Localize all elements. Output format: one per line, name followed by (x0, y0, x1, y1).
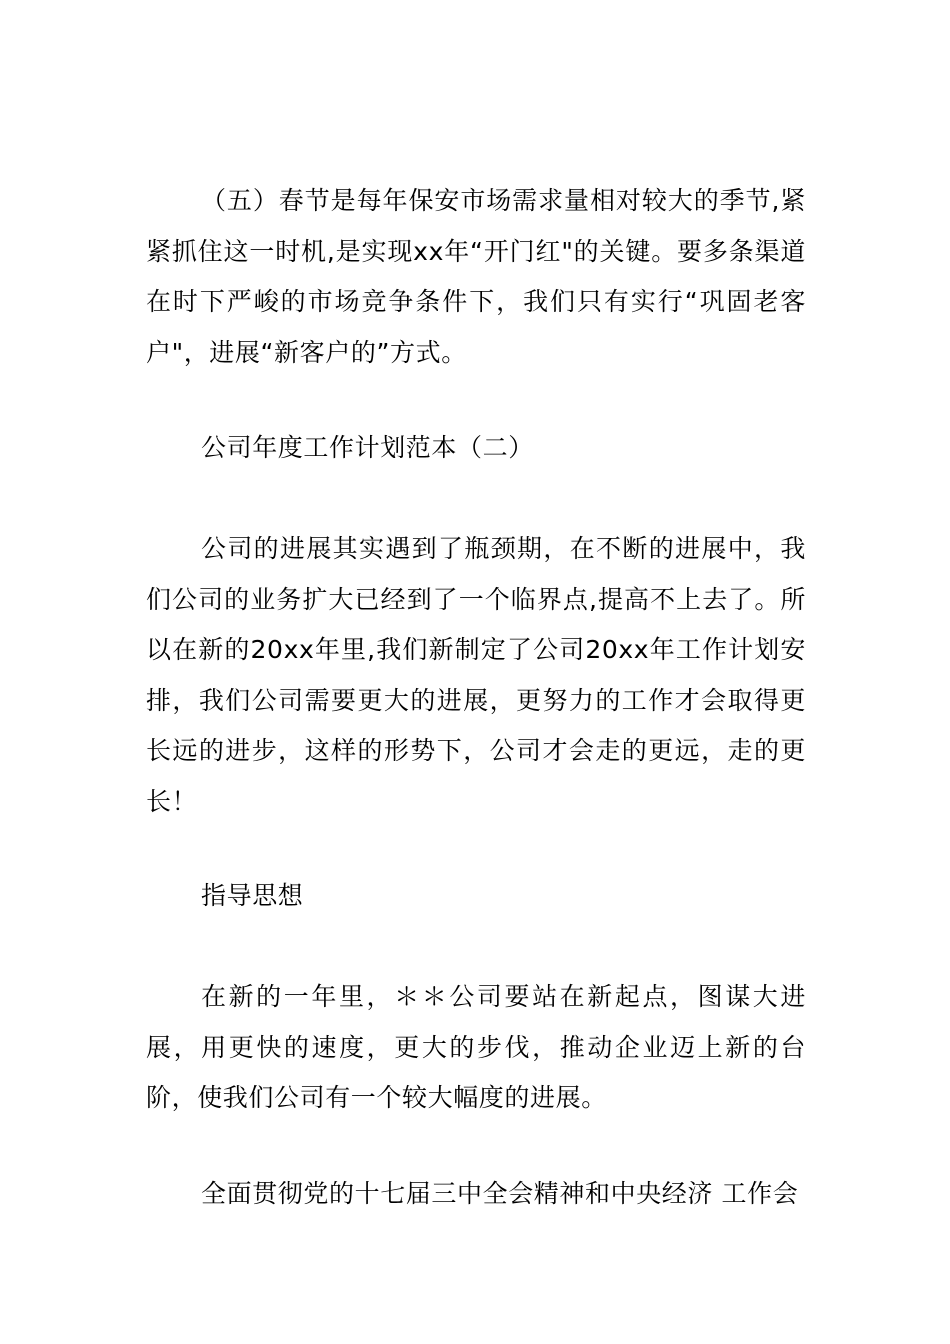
paragraph-implement-spirit: 全面贯彻党的十七届三中全会精神和中央经济 工作会 (201, 1179, 799, 1208)
paragraph-new-year-goal: 在新的一年里，＊＊公司要站在新起点，图谋大进展，用更快的速度，更大的步伐，推动企业迈上新的台阶，使我们公司有一个较大幅度的进展。 (146, 982, 806, 1112)
section-heading-plan-two: 公司年度工作计划范本（二） (201, 433, 534, 462)
section-heading-guiding-ideology: 指导思想 (201, 881, 304, 910)
paragraph-company-bottleneck: 公司的进展其实遇到了瓶颈期，在不断的进展中，我们公司的业务扩大已经到了一个临界点,提高不上去了。所以在新的20xx年里,我们新制定了公司20xx年工作计划安排，我们公司需要更大的进展，更努力的工作才会取得更长远的进步，这样的形势下，公司才会走的更远，走的更长！ (146, 534, 806, 816)
paragraph-spring-festival: （五）春节是每年保安市场需求量相对较大的季节,紧紧抓住这一时机,是实现xx年“开门红"的关键。要多条渠道在时下严峻的市场竞争条件下，我们只有实行“巩固老客户"，进展“新客户的”方式。 (146, 186, 806, 367)
